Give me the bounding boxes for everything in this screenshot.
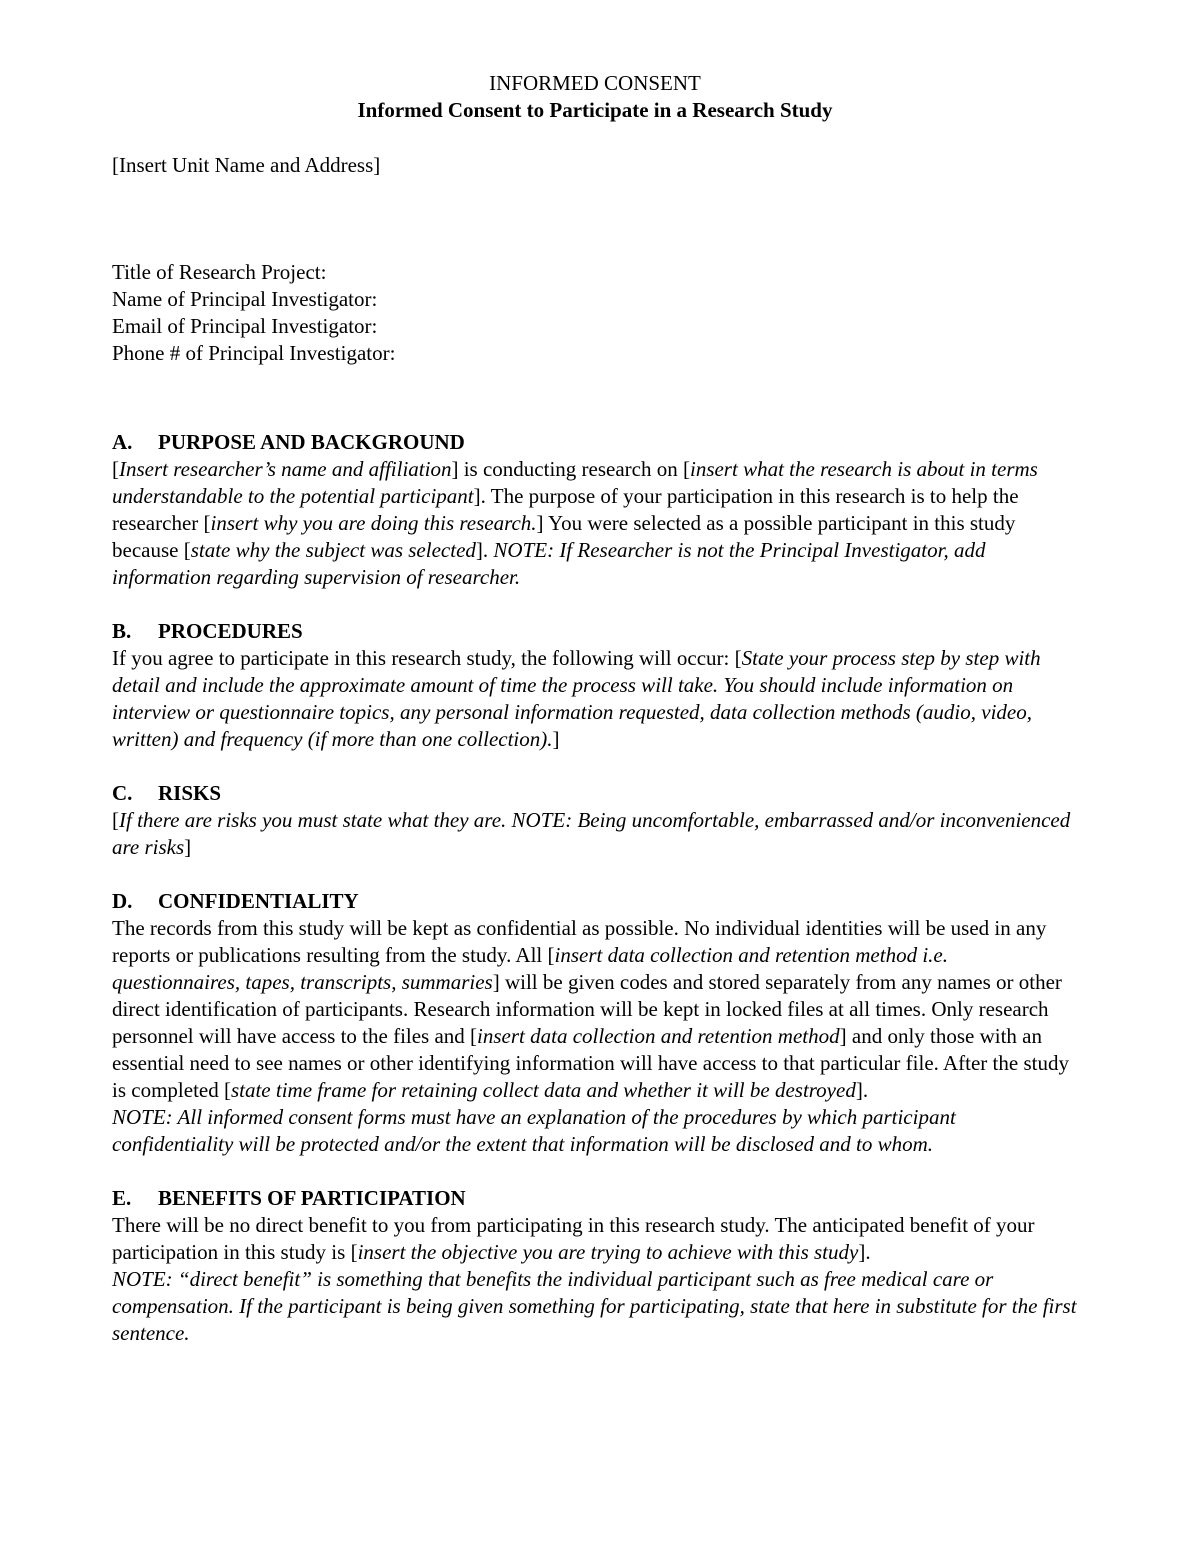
instruction-text: state why the subject was selected xyxy=(190,538,476,562)
instruction-text: insert the objective you are trying to achieve with this study xyxy=(357,1240,859,1264)
body-text: ] and only those with an essential need to see names or other identifying information will have access to that particular file. After the study is completed [ xyxy=(112,1024,1069,1102)
body-text: ] will be given codes and stored separately from any names or other direct identification of participants. Research information will be kept in locked files at all times. Only research personnel will have access to the files and [ xyxy=(112,970,1062,1048)
section-heading xyxy=(112,888,1078,915)
section-body xyxy=(112,645,1078,753)
section-risks xyxy=(112,780,1078,861)
body-text: ]. xyxy=(475,538,494,562)
section-title: RISKS xyxy=(158,781,222,805)
section-heading xyxy=(112,1185,1078,1212)
body-text: ] is conducting research on [ xyxy=(451,457,690,481)
section-benefits xyxy=(112,1185,1078,1347)
field-pi-phone: Phone # of Principal Investigator: xyxy=(112,341,396,365)
field-pi-name: Name of Principal Investigator: xyxy=(112,287,378,311)
section-title: CONFIDENTIALITY xyxy=(158,889,359,913)
body-text: There will be no direct benefit to you from participating in this research study. The anticipated benefit of your participation in this study is [ xyxy=(112,1213,1035,1264)
document-subtitle: Informed Consent to Participate in a Research Study xyxy=(357,98,833,122)
section-heading xyxy=(112,618,1078,645)
section-procedures xyxy=(112,618,1078,753)
section-body xyxy=(112,807,1078,861)
instruction-text: insert what the research is about in terms understandable to the potential participant xyxy=(112,457,1038,508)
note-text: NOTE: If Researcher is not the Principal Investigator, add information regarding supervision of researcher. xyxy=(112,538,986,589)
section-title: PROCEDURES xyxy=(158,619,303,643)
instruction-text: insert why you are doing this research. xyxy=(210,511,537,535)
note-text: NOTE: “direct benefit” is something that benefits the individual participant such as free medical care or compensation. If the participant is being given something for participating, state that here in substitute for the first sentence. xyxy=(112,1267,1077,1345)
instruction-text: State your process step by step with detail and include the approximate amount of time the process will take. You should include information on interview or questionnaire topics, any personal information requested, data collection methods (audio, video, written) and frequency (if more than one collection). xyxy=(112,646,1041,751)
document-header xyxy=(112,70,1078,128)
section-heading xyxy=(112,429,1078,456)
instruction-text: Insert researcher’s name and affiliation xyxy=(119,457,452,481)
instruction-text: insert data collection and retention method i.e. questionnaires, tapes, transcripts, summaries xyxy=(112,943,948,994)
body-text: The records from this study will be kept as confidential as possible. No individual identities will be used in any reports or publications resulting from the study. All [ xyxy=(112,916,1047,967)
body-text: ] xyxy=(552,727,560,751)
section-confidentiality xyxy=(112,888,1078,1158)
body-text: ]. The purpose of your participation in this research is to help the researcher [ xyxy=(112,484,1019,535)
field-pi-email: Email of Principal Investigator: xyxy=(112,314,378,338)
body-text: If you agree to participate in this research study, the following will occur: [ xyxy=(112,646,742,670)
section-title: BENEFITS OF PARTICIPATION xyxy=(158,1186,466,1210)
section-title: PURPOSE AND BACKGROUND xyxy=(158,430,465,454)
document-page xyxy=(112,70,1078,1347)
body-text: ]. xyxy=(858,1240,871,1264)
section-body xyxy=(112,915,1078,1104)
instruction-text: state time frame for retaining collect data and whether it will be destroyed xyxy=(230,1078,856,1102)
section-heading xyxy=(112,780,1078,807)
section-purpose-background xyxy=(112,429,1078,591)
unit-address-placeholder: [Insert Unit Name and Address] xyxy=(112,153,381,177)
section-body xyxy=(112,456,1078,591)
section-body xyxy=(112,1212,1078,1266)
section-letter: B. xyxy=(112,619,132,643)
section-letter: D. xyxy=(112,889,133,913)
body-text: ]. xyxy=(855,1078,869,1102)
section-note xyxy=(112,1266,1078,1347)
section-letter: C. xyxy=(112,781,133,805)
body-text: ] You were selected as a possible participant in this study because [ xyxy=(112,511,1016,562)
body-text: [ xyxy=(112,808,119,832)
instruction-text: If there are risks you must state what they are. NOTE: Being uncomfortable, embarrassed and/or inconvenienced are risks xyxy=(112,808,1071,859)
section-letter: E. xyxy=(112,1186,132,1210)
document-title: INFORMED CONSENT xyxy=(489,71,701,95)
section-letter: A. xyxy=(112,430,133,454)
project-fields xyxy=(112,259,1078,367)
body-text: [ xyxy=(112,457,119,481)
note-text: NOTE: All informed consent forms must have an explanation of the procedures by which participant confidentiality will be protected and/or the extent that information will be disclosed and to whom. xyxy=(112,1105,956,1156)
field-research-title: Title of Research Project: xyxy=(112,260,327,284)
section-note xyxy=(112,1104,1078,1158)
body-text: ] xyxy=(184,835,192,859)
instruction-text: insert data collection and retention method xyxy=(477,1024,840,1048)
